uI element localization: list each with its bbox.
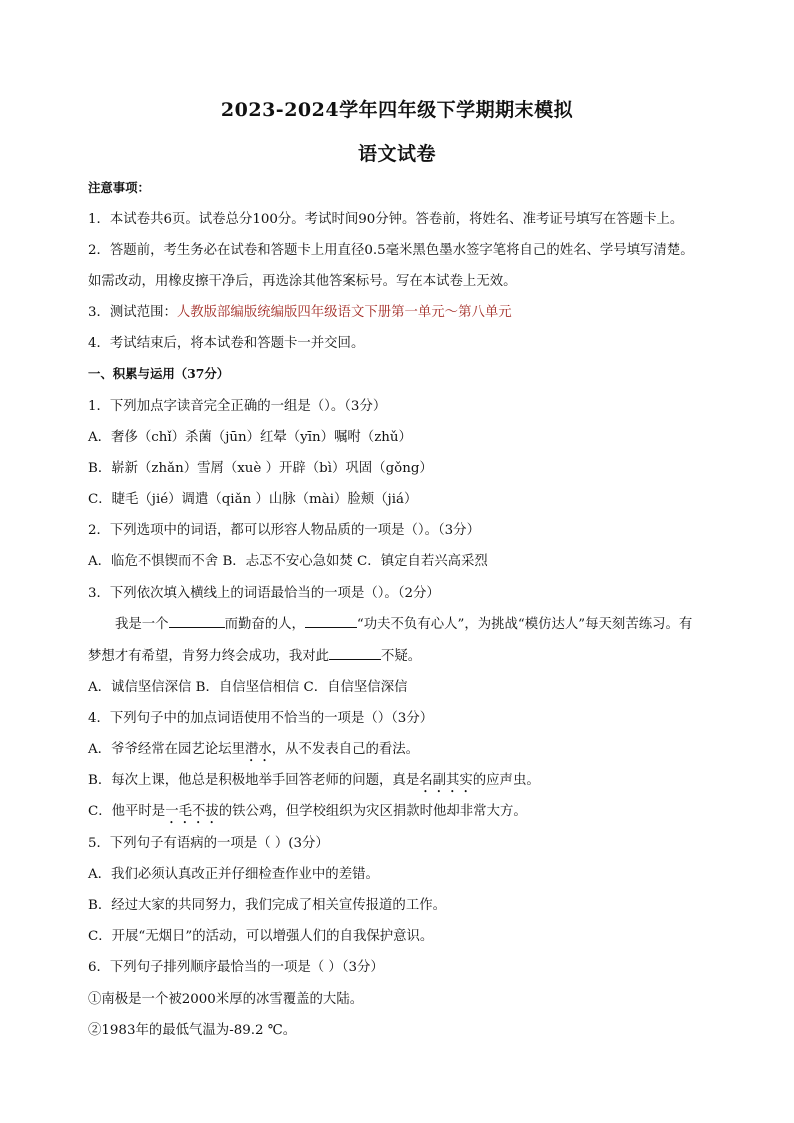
- dotted-word: 名副其实: [419, 773, 473, 788]
- exam-title: 2023-2024学年四年级下学期期末模拟: [220, 99, 574, 121]
- fill-blank-3[interactable]: [329, 647, 381, 660]
- q3-passage-line-2: 梦想才有希望，肯努力终会成功，我对此 不疑。: [88, 649, 422, 664]
- notice-item-4: 4．考试结束后，将本试卷和答题卡一并交回。: [88, 336, 365, 351]
- notice-item-3: [88, 301, 512, 320]
- q1-option-a: A．奢侈（chǐ）杀菌（jūn）红晕（yīn）嘱咐（zhǔ）: [88, 430, 412, 445]
- exam-subtitle: 语文试卷: [357, 143, 436, 165]
- q6-stem: 6．下列句子排列顺序最恰当的一项是（ ）（3分）: [88, 960, 384, 975]
- q6-sentence-1: ①南极是一个被2000米厚的冰雪覆盖的大陆。: [88, 992, 364, 1007]
- notice-heading: 注意事项：: [88, 180, 150, 195]
- q5-stem: 5．下列句子有语病的一项是（ ）(3分）: [88, 836, 329, 851]
- notice-item-1: 1．本试卷共6页。试卷总分100分。考试时间90分钟。答卷前，将姓名、准考证号填写在答题卡上。: [88, 212, 684, 227]
- q1-option-c: C．睫毛（jié）调遣（qiǎn ）山脉（mài）脸颊（jiá）: [88, 492, 418, 507]
- dotted-word: 一毛不拔: [165, 804, 219, 819]
- q2-options: A．临危不惧锲而不舍 B．忐忑不安心急如焚 C．镇定自若兴高采烈: [88, 554, 488, 569]
- fill-blank-1[interactable]: [169, 615, 225, 628]
- notice-item-2: 2．答题前，考生务必在试卷和答题卡上用直径0.5毫米黑色墨水签字笔将自己的姓名、学号填写清楚。: [88, 243, 694, 258]
- notice-item-2-cont: 如需改动，用橡皮擦干净后，再选涂其他答案标号。写在本试卷上无效。: [88, 274, 517, 289]
- dotted-word: 潜水: [244, 742, 272, 757]
- q2-stem: 2．下列选项中的词语，都可以形容人物品质的一项是（）。（3分）: [88, 523, 480, 538]
- q1-stem: 1．下列加点字读音完全正确的一组是（）。（3分）: [88, 399, 387, 414]
- q4-option-c: C．他平时是一毛不拔的铁公鸡，但学校组织为灾区捐款时他却非常大方。: [88, 804, 527, 819]
- q4-option-a: A．爷爷经常在园艺论坛里潜水，从不发表自己的看法。: [88, 742, 420, 757]
- notice-item-3-prefix: 3．测试范围：: [88, 305, 177, 320]
- q6-sentence-2: ②1983年的最低气温为-89.2 ℃。: [88, 1023, 297, 1038]
- q4-option-b: B．每次上课，他总是积极地举手回答老师的问题，真是名副其实的应声虫。: [88, 773, 540, 788]
- q3-options: A．诚信坚信深信 B．自信坚信相信 C．自信坚信深信: [88, 680, 408, 695]
- test-scope: 人教版部编版统编版四年级语文下册第一单元～第八单元: [176, 305, 512, 320]
- q5-option-b: B．经过大家的共同努力，我们完成了相关宣传报道的工作。: [88, 898, 446, 913]
- fill-blank-2[interactable]: [305, 615, 357, 628]
- q5-option-a: A．我们必须认真改正并仔细检查作业中的差错。: [88, 867, 379, 882]
- section-heading: 一、积累与运用（37分）: [88, 366, 230, 381]
- q3-stem: 3．下列依次填入横线上的词语最恰当的一项是（）。（2分）: [88, 586, 440, 601]
- q4-stem: 4．下列句子中的加点词语使用不恰当的一项是（）（3分）: [88, 711, 434, 726]
- q1-option-b: B．崭新（zhǎn）雪屑（xuè ）开辟（bì）巩固（gǒng）: [88, 461, 433, 476]
- q5-option-c: C．开展“无烟日”的活动，可以增强人们的自我保护意识。: [88, 929, 434, 944]
- q3-passage-line-1: 我是一个 而勤奋的人， “功夫不负有心人”，为挑战“模仿达人”每天刻苦练习。有: [115, 617, 693, 632]
